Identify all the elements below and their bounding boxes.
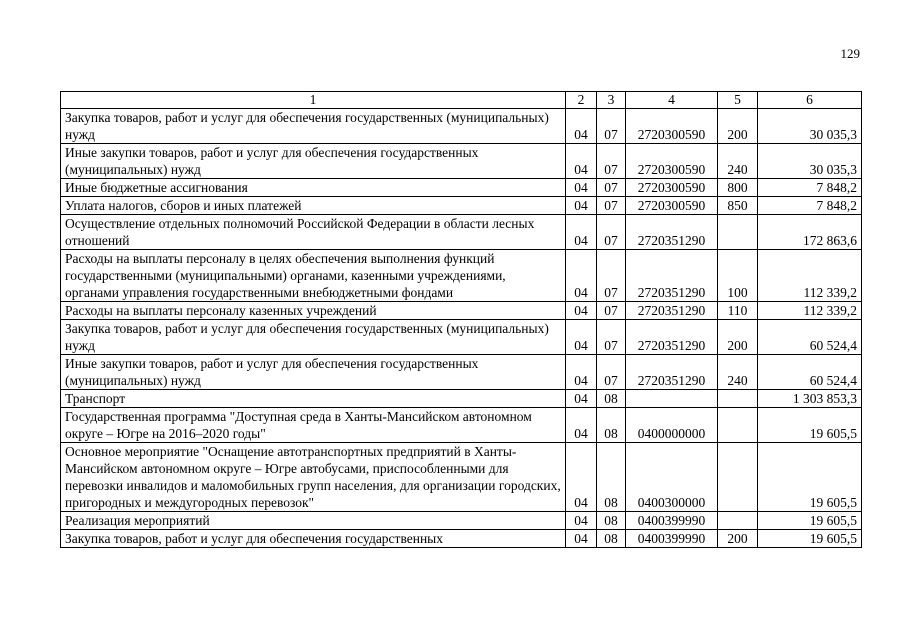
row-amount: 60 524,4 <box>758 355 862 390</box>
row-name: Осуществление отдельных полномочий Российской Федерации в области лесных отношений <box>61 215 566 250</box>
row-section: 04 <box>566 530 597 548</box>
row-section: 04 <box>566 197 597 215</box>
row-amount: 19 605,5 <box>758 512 862 530</box>
row-expense-type <box>718 408 758 443</box>
col-header-4: 4 <box>626 92 718 109</box>
row-subsection: 07 <box>597 144 626 179</box>
row-target-article: 2720351290 <box>626 250 718 302</box>
row-name: Государственная программа "Доступная среда в Ханты-Мансийском автономном округе – Югре на 2016–2020 годы" <box>61 408 566 443</box>
row-expense-type <box>718 215 758 250</box>
row-amount: 30 035,3 <box>758 109 862 144</box>
row-expense-type: 200 <box>718 109 758 144</box>
row-subsection: 07 <box>597 197 626 215</box>
row-name: Иные бюджетные ассигнования <box>61 179 566 197</box>
row-subsection: 08 <box>597 512 626 530</box>
col-header-3: 3 <box>597 92 626 109</box>
row-subsection: 08 <box>597 408 626 443</box>
table-row <box>61 530 862 548</box>
row-expense-type: 800 <box>718 179 758 197</box>
col-header-2: 2 <box>566 92 597 109</box>
row-subsection: 07 <box>597 179 626 197</box>
page-number: 129 <box>840 46 860 61</box>
row-amount: 19 605,5 <box>758 443 862 512</box>
col-header-6: 6 <box>758 92 862 109</box>
row-amount: 7 848,2 <box>758 197 862 215</box>
row-name: Иные закупки товаров, работ и услуг для обеспечения государственных (муниципальных) нужд <box>61 144 566 179</box>
row-section: 04 <box>566 355 597 390</box>
row-target-article: 2720300590 <box>626 144 718 179</box>
row-expense-type <box>718 390 758 408</box>
row-target-article: 0400300000 <box>626 443 718 512</box>
budget-table <box>60 91 862 548</box>
row-name: Основное мероприятие "Оснащение автотранспортных предприятий в Ханты-Мансийском автономном округе – Югре автобусами, приспособленными для перевозки инвалидов и маломобильных групп населения, для организации городских, пригородных и междугородных перевозок" <box>61 443 566 512</box>
row-target-article: 0400399990 <box>626 512 718 530</box>
table-row <box>61 250 862 302</box>
row-target-article: 2720300590 <box>626 197 718 215</box>
row-expense-type: 110 <box>718 302 758 320</box>
row-target-article: 0400399990 <box>626 530 718 548</box>
row-name: Транспорт <box>61 390 566 408</box>
row-section: 04 <box>566 302 597 320</box>
table-row <box>61 390 862 408</box>
row-amount: 112 339,2 <box>758 302 862 320</box>
table-header-row <box>61 92 862 109</box>
row-subsection: 07 <box>597 302 626 320</box>
table-row <box>61 320 862 355</box>
row-name: Расходы на выплаты персоналу в целях обеспечения выполнения функций государственными (муниципальными) органами, казенными учреждениями, органами управления государственными внебюджетными фондами <box>61 250 566 302</box>
row-expense-type: 850 <box>718 197 758 215</box>
table-row <box>61 443 862 512</box>
row-name: Закупка товаров, работ и услуг для обеспечения государственных (муниципальных) нужд <box>61 109 566 144</box>
col-header-5: 5 <box>718 92 758 109</box>
row-target-article: 2720351290 <box>626 302 718 320</box>
row-section: 04 <box>566 320 597 355</box>
row-section: 04 <box>566 390 597 408</box>
row-subsection: 07 <box>597 320 626 355</box>
row-section: 04 <box>566 443 597 512</box>
row-target-article: 2720351290 <box>626 355 718 390</box>
row-amount: 1 303 853,3 <box>758 390 862 408</box>
row-target-article: 0400000000 <box>626 408 718 443</box>
row-expense-type: 100 <box>718 250 758 302</box>
table-row <box>61 197 862 215</box>
row-target-article: 2720351290 <box>626 215 718 250</box>
row-subsection: 07 <box>597 215 626 250</box>
row-section: 04 <box>566 408 597 443</box>
row-subsection: 08 <box>597 443 626 512</box>
row-section: 04 <box>566 109 597 144</box>
row-subsection: 07 <box>597 355 626 390</box>
table-row <box>61 512 862 530</box>
table-row <box>61 144 862 179</box>
row-section: 04 <box>566 250 597 302</box>
row-name: Уплата налогов, сборов и иных платежей <box>61 197 566 215</box>
row-target-article <box>626 390 718 408</box>
table-row <box>61 215 862 250</box>
row-amount: 19 605,5 <box>758 530 862 548</box>
row-subsection: 07 <box>597 250 626 302</box>
row-name: Реализация мероприятий <box>61 512 566 530</box>
row-target-article: 2720300590 <box>626 179 718 197</box>
table-row <box>61 302 862 320</box>
row-section: 04 <box>566 512 597 530</box>
row-name: Расходы на выплаты персоналу казенных учреждений <box>61 302 566 320</box>
row-section: 04 <box>566 179 597 197</box>
row-expense-type: 240 <box>718 144 758 179</box>
row-amount: 112 339,2 <box>758 250 862 302</box>
row-name: Закупка товаров, работ и услуг для обеспечения государственных (муниципальных) нужд <box>61 320 566 355</box>
row-name: Иные закупки товаров, работ и услуг для обеспечения государственных (муниципальных) нужд <box>61 355 566 390</box>
row-amount: 172 863,6 <box>758 215 862 250</box>
row-section: 04 <box>566 144 597 179</box>
row-subsection: 08 <box>597 390 626 408</box>
row-subsection: 08 <box>597 530 626 548</box>
table-row <box>61 109 862 144</box>
row-amount: 30 035,3 <box>758 144 862 179</box>
table-row <box>61 408 862 443</box>
row-name: Закупка товаров, работ и услуг для обеспечения государственных <box>61 530 566 548</box>
table-row <box>61 355 862 390</box>
col-header-1: 1 <box>61 92 566 109</box>
row-target-article: 2720300590 <box>626 109 718 144</box>
table-row <box>61 179 862 197</box>
row-expense-type: 200 <box>718 530 758 548</box>
table-body <box>61 109 862 548</box>
row-target-article: 2720351290 <box>626 320 718 355</box>
row-expense-type: 240 <box>718 355 758 390</box>
row-amount: 7 848,2 <box>758 179 862 197</box>
row-expense-type <box>718 443 758 512</box>
row-expense-type: 200 <box>718 320 758 355</box>
row-expense-type <box>718 512 758 530</box>
row-subsection: 07 <box>597 109 626 144</box>
row-section: 04 <box>566 215 597 250</box>
row-amount: 60 524,4 <box>758 320 862 355</box>
row-amount: 19 605,5 <box>758 408 862 443</box>
